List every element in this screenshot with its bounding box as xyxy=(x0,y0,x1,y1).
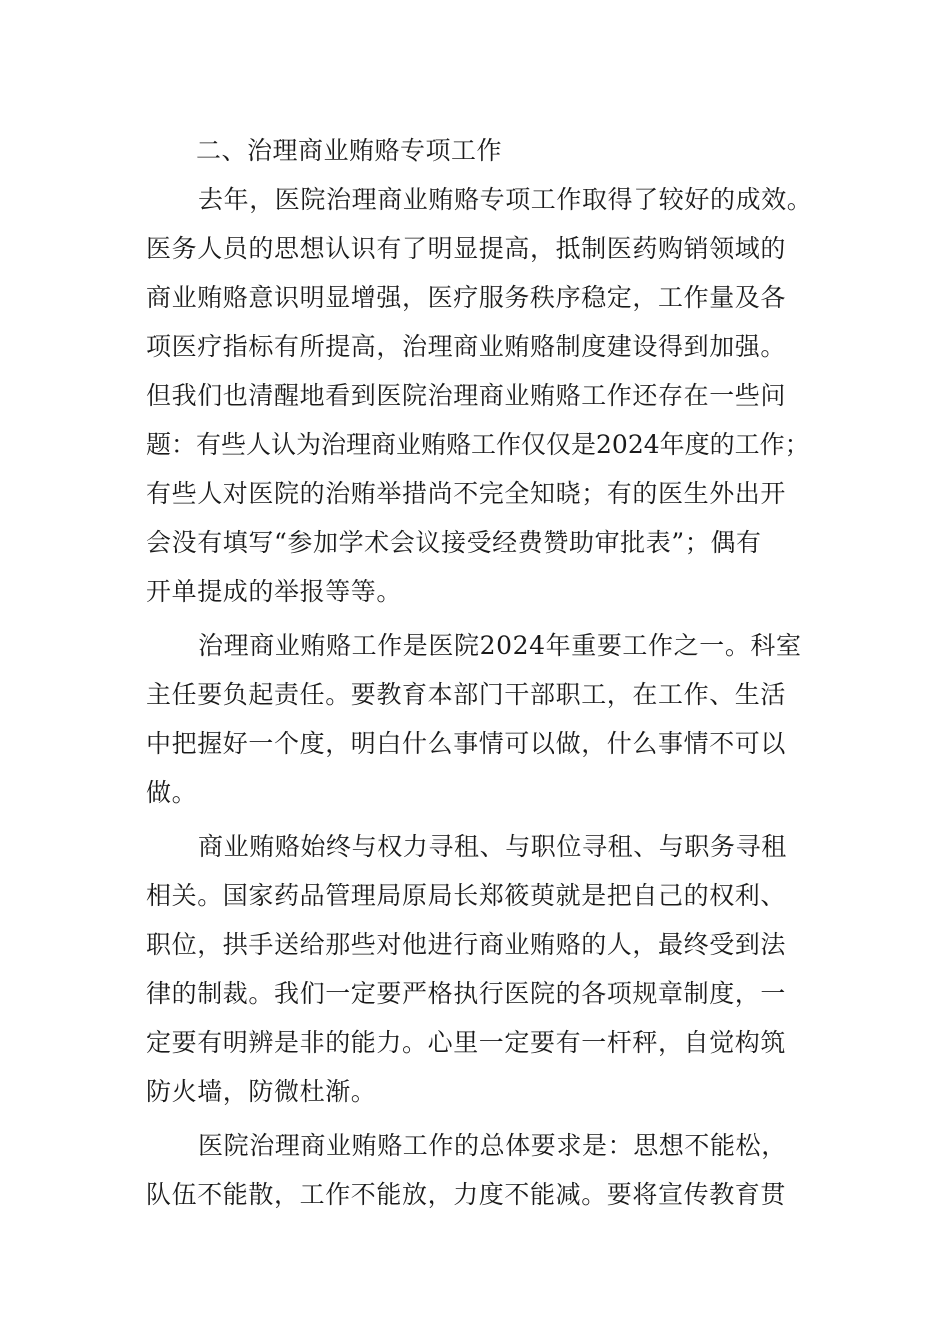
paragraph-3-line-1: 商业贿赂始终与权力寻租、与职位寻租、与职务寻租 xyxy=(198,832,787,861)
paragraph-1-line-9: 开单提成的举报等等。 xyxy=(146,577,403,606)
paragraph-2-line-3: 中把握好一个度，明白什么事情可以做，什么事情不可以 xyxy=(146,729,787,758)
paragraph-2-line-4: 做。 xyxy=(146,778,198,807)
paragraph-1-line-1: 去年，医院治理商业贿赂专项工作取得了较好的成效。 xyxy=(198,185,813,214)
paragraph-1-line-2: 医务人员的思想认识有了明显提高，抵制医药购销领域的 xyxy=(146,234,787,263)
paragraph-1-line-6: 题：有些人认为治理商业贿赂工作仅仅是2024年度的工作； xyxy=(146,430,810,459)
paragraph-3-line-4: 律的制裁。我们一定要严格执行医院的各项规章制度，一 xyxy=(146,979,787,1008)
paragraph-1-line-3: 商业贿赂意识明显增强，医疗服务秩序稳定，工作量及各 xyxy=(146,283,787,312)
paragraph-3-line-3: 职位，拱手送给那些对他进行商业贿赂的人，最终受到法 xyxy=(146,930,787,959)
paragraph-3-line-2: 相关。国家药品管理局原局长郑筱萸就是把自己的权利、 xyxy=(146,881,787,910)
paragraph-1-line-5: 但我们也清醒地看到医院治理商业贿赂工作还存在一些问 xyxy=(146,381,787,410)
paragraph-1-line-4: 项医疗指标有所提高，治理商业贿赂制度建设得到加强。 xyxy=(146,332,787,361)
paragraph-1-line-7: 有些人对医院的治贿举措尚不完全知晓；有的医生外出开 xyxy=(146,479,787,508)
paragraph-3-line-6: 防火墙，防微杜渐。 xyxy=(146,1077,377,1106)
paragraph-2-line-2: 主任要负起责任。要教育本部门干部职工，在工作、生活 xyxy=(146,680,787,709)
paragraph-2-line-1: 治理商业贿赂工作是医院2024年重要工作之一。科室 xyxy=(198,631,802,660)
paragraph-4-line-2: 队伍不能散，工作不能放，力度不能减。要将宣传教育贯 xyxy=(146,1180,787,1209)
paragraph-4-line-1: 医院治理商业贿赂工作的总体要求是：思想不能松， xyxy=(198,1131,787,1160)
paragraph-3-line-5: 定要有明辨是非的能力。心里一定要有一杆秤，自觉构筑 xyxy=(146,1028,787,1057)
paragraph-1-line-8: 会没有填写“参加学术会议接受经费赞助审批表”；偶有 xyxy=(146,528,762,557)
section-heading: 二、治理商业贿赂专项工作 xyxy=(196,136,503,165)
